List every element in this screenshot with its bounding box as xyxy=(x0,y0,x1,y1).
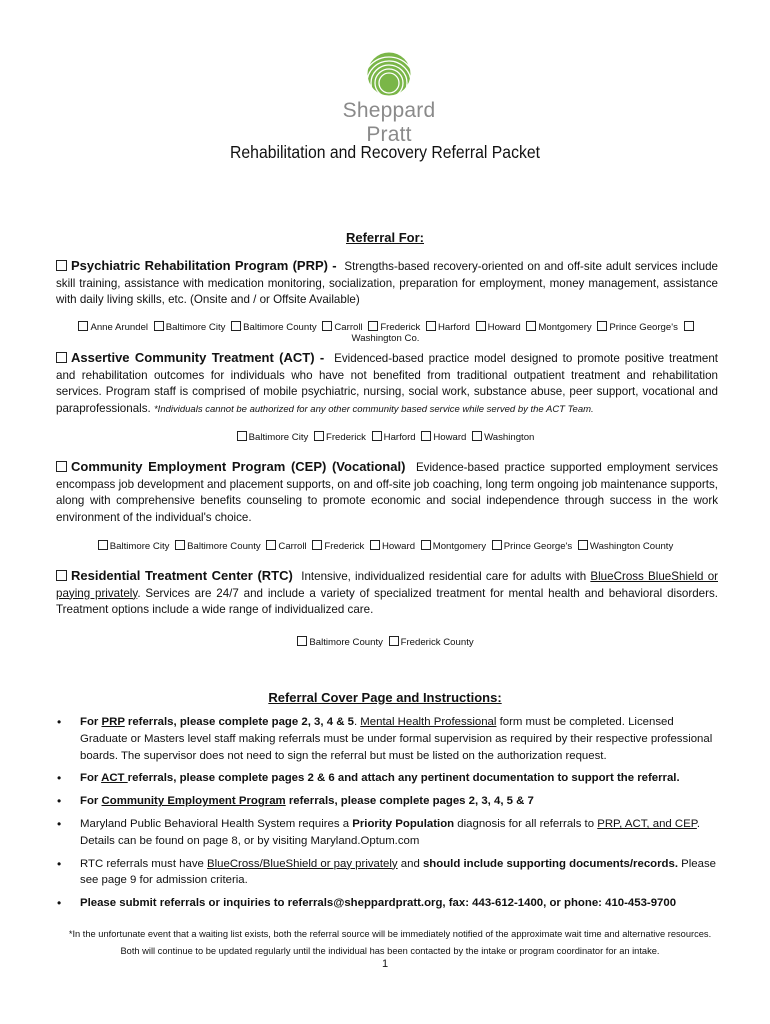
cep-description: Evidence-based practice supported employment services encompass job development and placement supports, on and off-site job coaching, long term ongoing job maintenance supports, along with comprehensive benefits counseling to promote economic and social independence through success in the work environment of the individual's choice. xyxy=(56,461,718,524)
prp-name: Psychiatric Rehabilitation Program (PRP) - xyxy=(71,258,337,273)
act-counties xyxy=(56,431,718,443)
county-option[interactable]: Baltimore City xyxy=(154,322,226,333)
program-rtc xyxy=(56,568,718,619)
act-checkbox[interactable] xyxy=(56,352,67,363)
cep-checkbox[interactable] xyxy=(56,461,67,472)
document-title: Rehabilitation and Recovery Referral Packet xyxy=(230,142,540,162)
county-option[interactable]: Frederick xyxy=(314,432,366,443)
act-description: Evidenced-based practice model designed to promote positive treatment and rehabilitation outcomes for individuals who have not benefited from traditional outpatient treatment and rehabilitation services. Program staff is comprised of mobile psychiatric, nursing, social work, substance abuse, peer support, vocational and paraprofessionals. xyxy=(56,352,718,415)
page-number: 1 xyxy=(381,958,389,970)
rtc-description-start: Intensive, individualized residential care for adults with xyxy=(301,570,587,583)
county-option[interactable]: Washington County xyxy=(578,541,673,552)
rtc-checkbox[interactable] xyxy=(56,570,67,581)
logo-mark-icon xyxy=(367,52,411,96)
rtc-counties xyxy=(56,636,718,648)
prp-counties xyxy=(56,321,718,344)
instruction-item: • For ACT referrals, please complete pages 2 & 6 and attach any pertinent documentation to support the referral. xyxy=(56,770,720,787)
county-option[interactable]: Carroll xyxy=(266,541,306,552)
instruction-item: • For Community Employment Program referrals, please complete pages 2, 3, 4, 5 & 7 xyxy=(56,793,720,810)
program-act xyxy=(56,350,718,418)
county-option[interactable]: Howard xyxy=(421,432,466,443)
county-option[interactable]: Baltimore County xyxy=(297,637,383,648)
county-option[interactable]: Washington Co. xyxy=(352,322,696,344)
instruction-item: • RTC referrals must have BlueCross/BlueShield or pay privately and should include supporting documents/records. Please see page 9 for admission criteria. xyxy=(56,856,720,890)
county-option[interactable]: Frederick County xyxy=(389,637,474,648)
act-note: *Individuals cannot be authorized for any other community based service while served by the ACT Team. xyxy=(153,403,594,415)
referral-for-heading: Referral For: xyxy=(345,230,425,245)
logo-text: Sheppard Pratt xyxy=(342,99,436,146)
prp-description: Strengths-based recovery-oriented on and off-site adult services include skill training, assistance with medication monitoring, socialization, preparation for employment, money management, assistance with daily living skills, etc. (Onsite and / or Offsite Available) xyxy=(56,260,718,307)
county-option[interactable]: Baltimore County xyxy=(175,541,261,552)
county-option[interactable]: Frederick xyxy=(368,322,420,333)
instruction-item: • For PRP referrals, please complete page 2, 3, 4 & 5. Mental Health Professional form must be completed. Licensed Graduate or Masters level staff making referrals must be under formal supervision as required by their respective professional boards. The supervisor does not need to sign the referral but must be listed on the authorization request. xyxy=(56,714,720,764)
instruction-item: • Please submit referrals or inquiries to referrals@sheppardpratt.org, fax: 443-612-1400, or phone: 410-453-9700 xyxy=(56,895,720,912)
cep-name: Community Employment Program (CEP) (Vocational) xyxy=(71,459,406,474)
county-option[interactable]: Howard xyxy=(476,322,521,333)
instructions-list xyxy=(56,714,720,912)
cover-page-heading: Referral Cover Page and Instructions: xyxy=(268,690,502,705)
county-option[interactable]: Harford xyxy=(372,432,416,443)
county-option[interactable]: Carroll xyxy=(322,322,362,333)
sheppard-pratt-logo xyxy=(318,52,460,146)
rtc-description-end: . Services are 24/7 and include a variety of specialized treatment for mental health and behavioral disorders. Treatment options include a wide range of individualized care. xyxy=(56,586,718,617)
rtc-name: Residential Treatment Center (RTC) xyxy=(71,568,293,583)
county-option[interactable]: Prince George's xyxy=(492,541,573,552)
county-option[interactable]: Baltimore County xyxy=(231,322,317,333)
prp-checkbox[interactable] xyxy=(56,260,67,271)
rtc-insurance-link: BlueCross BlueShield or paying privately xyxy=(56,570,718,600)
waiting-list-footnote: *In the unfortunate event that a waiting list exists, both the referral source will be immediately notified of the approximate wait time and alternative resources. Both will continue to be updated regularly until the individual has been contacted by the intake or program coordinator for an intake. xyxy=(68,929,712,956)
county-option[interactable]: Washington xyxy=(472,432,534,443)
county-option[interactable]: Montgomery xyxy=(526,322,591,333)
county-option[interactable]: Harford xyxy=(426,322,470,333)
act-name: Assertive Community Treatment (ACT) - xyxy=(71,350,325,365)
instruction-item: • Maryland Public Behavioral Health System requires a Priority Population diagnosis for all referrals to PRP, ACT, and CEP. Details can be found on page 8, or by visiting Maryland.Optum.com xyxy=(56,816,720,850)
county-option[interactable]: Howard xyxy=(370,541,415,552)
program-cep xyxy=(56,459,718,526)
county-option[interactable]: Anne Arundel xyxy=(78,322,148,333)
county-option[interactable]: Montgomery xyxy=(421,541,486,552)
county-option[interactable]: Baltimore City xyxy=(98,541,170,552)
program-prp xyxy=(56,258,718,309)
cep-counties xyxy=(56,540,718,552)
county-option[interactable]: Baltimore City xyxy=(237,432,309,443)
county-option[interactable]: Prince George's xyxy=(597,322,678,333)
county-option[interactable]: Frederick xyxy=(312,541,364,552)
